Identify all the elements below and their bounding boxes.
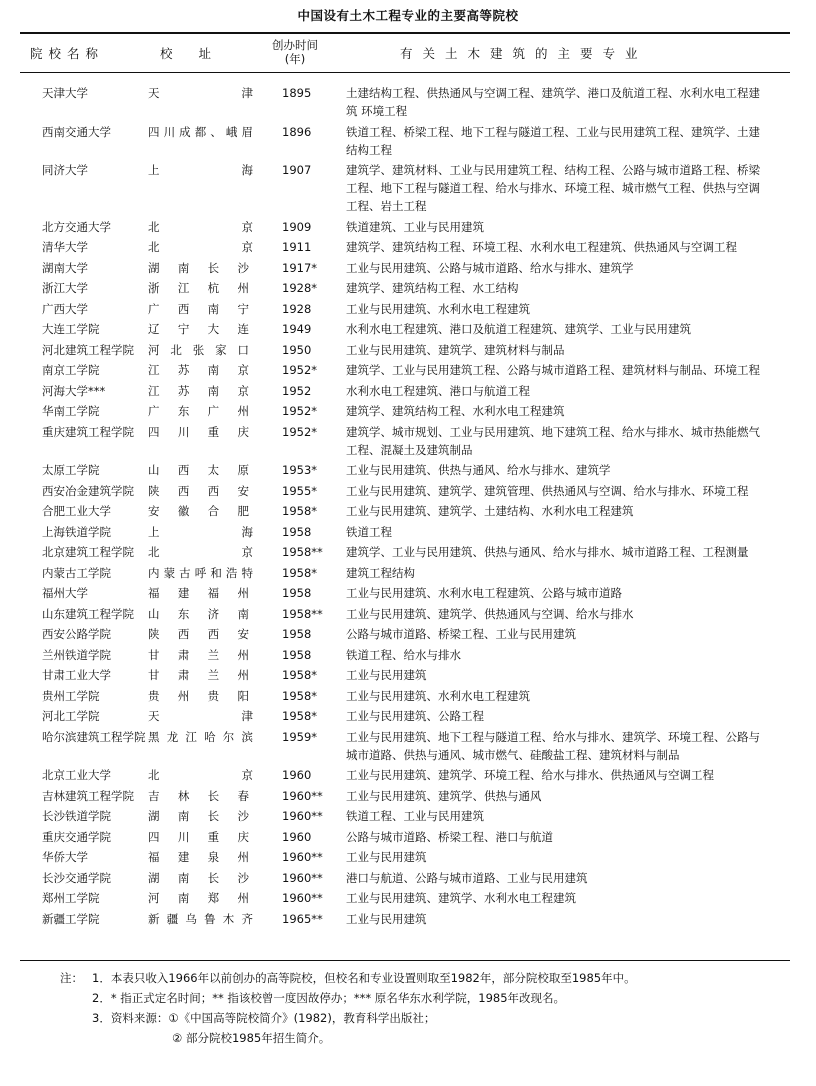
header-name: 院校名称	[30, 46, 105, 61]
majors-list: 工业与民用建筑、建筑学、建筑材料与制品	[346, 342, 565, 357]
note-2: 2．* 指正式定名时间；** 指该校曾一度因故停办；*** 原名华东水利学院，1985年改现名。	[92, 991, 566, 1005]
founding-year: 1928*	[282, 281, 318, 295]
table-row	[20, 259, 795, 277]
school-location: 山西太原	[148, 463, 253, 477]
school-location: 福建福州	[148, 586, 253, 600]
school-location: 浙江杭州	[148, 281, 253, 295]
school-location: 陕西西安	[148, 483, 253, 498]
table-row	[20, 889, 795, 907]
school-location: 黑龙江哈尔滨	[148, 729, 253, 744]
majors-list: 工业与民用建筑、建筑学、水利水电工程建筑	[346, 891, 576, 905]
school-location: 广东广州	[148, 404, 253, 418]
founding-year: 1958*	[282, 709, 318, 723]
school-name: 西安冶金建筑学院	[42, 483, 134, 498]
majors-list: 建筑学、建筑结构工程、水工结构	[346, 281, 519, 295]
founding-year: 1958	[282, 524, 312, 539]
founding-year: 1896	[282, 124, 312, 139]
school-name: 大连工学院	[42, 322, 100, 336]
table-row	[20, 625, 795, 643]
header-year-line1: 创办时间	[272, 38, 318, 52]
school-name: 重庆建筑工程学院	[42, 424, 134, 439]
founding-year: 1949	[282, 322, 312, 336]
majors-list: 工业与民用建筑、公路与城市道路、给水与排水、建筑学	[346, 260, 634, 275]
school-location: 陕西西安	[148, 627, 253, 641]
founding-year: 1928	[282, 301, 312, 316]
school-location: 河北张家口	[148, 342, 253, 357]
founding-year: 1958*	[282, 565, 318, 580]
table-row	[20, 543, 795, 561]
table-title: 中国设有土木工程专业的主要高等院校	[297, 8, 519, 23]
majors-list: 土建结构工程、供热通风与空调工程、建筑学、港口及航道工程、水利水电工程建筑 环境工程	[346, 86, 760, 118]
founding-year: 1917*	[282, 260, 318, 275]
table-row	[20, 382, 795, 400]
founding-year: 1955*	[282, 483, 318, 498]
table-row	[20, 238, 795, 256]
majors-list: 工业与民用建筑	[346, 911, 427, 926]
founding-year: 1960	[282, 829, 312, 844]
school-name: 北方交通大学	[42, 219, 111, 234]
table-row	[20, 666, 795, 684]
table-row	[20, 361, 795, 379]
top-rule	[20, 32, 790, 34]
founding-year: 1952*	[282, 404, 318, 418]
table-row	[20, 461, 795, 479]
table-row	[20, 423, 795, 459]
table-row	[20, 766, 795, 784]
school-name: 长沙铁道学院	[42, 809, 111, 823]
majors-list: 港口与航道、公路与城市道路、工业与民用建筑	[346, 870, 588, 885]
majors-list: 工业与民用建筑、建筑学、环境工程、给水与排水、供热通风与空调工程	[346, 768, 714, 782]
school-name: 长沙交通学院	[42, 870, 111, 885]
school-location: 吉林长春	[148, 788, 253, 803]
founding-year: 1952*	[282, 363, 318, 377]
school-location: 甘肃兰州	[148, 647, 253, 662]
school-name: 兰州铁道学院	[42, 647, 111, 662]
table-row	[20, 564, 795, 582]
majors-list: 铁道工程	[346, 524, 392, 539]
table-row	[20, 161, 795, 215]
school-name: 北京建筑工程学院	[42, 545, 134, 559]
school-location: 贵州贵阳	[148, 688, 253, 703]
school-location: 安徽合肥	[148, 504, 253, 518]
school-name: 北京工业大学	[42, 768, 111, 782]
note-4: ② 部分院校1985年招生简介。	[172, 1031, 331, 1045]
header-location: 校址	[160, 46, 238, 61]
majors-list: 建筑学、建筑结构工程、水利水电工程建筑	[346, 404, 565, 418]
majors-list: 工业与民用建筑、建筑学、供热通风与空调、给水与排水	[346, 606, 634, 621]
school-name: 福州大学	[42, 586, 88, 600]
school-location: 上 海	[148, 163, 253, 177]
header-rule	[20, 72, 790, 73]
school-name: 浙江大学	[42, 281, 88, 295]
school-name: 贵州工学院	[42, 688, 100, 703]
table-row	[20, 828, 795, 846]
table-row	[20, 807, 795, 825]
school-name: 郑州工学院	[42, 891, 100, 905]
school-location: 上 海	[148, 524, 253, 539]
founding-year: 1950	[282, 342, 312, 357]
majors-list: 建筑学、建筑结构工程、环境工程、水利水电工程建筑、供热通风与空调工程	[346, 240, 737, 254]
majors-list: 公路与城市道路、桥梁工程、工业与民用建筑	[346, 627, 576, 641]
school-location: 北 京	[148, 768, 253, 782]
founding-year: 1958	[282, 647, 312, 662]
table-row	[20, 523, 795, 541]
majors-list: 铁道工程、桥梁工程、地下工程与隧道工程、工业与民用建筑工程、建筑学、土建结构工程	[346, 124, 760, 157]
founding-year: 1959*	[282, 729, 318, 744]
school-location: 内蒙古呼和浩特	[148, 565, 253, 580]
majors-list: 工业与民用建筑、供热与通风、给水与排水、建筑学	[346, 463, 611, 477]
founding-year: 1958**	[282, 545, 323, 559]
header-majors: 有关土木建筑的主要专业	[400, 46, 648, 61]
school-location: 新疆乌鲁木齐	[148, 911, 253, 926]
footnotes	[60, 968, 790, 1048]
school-location: 甘肃兰州	[148, 668, 253, 682]
note-3: 3．资料来源：①《中国高等院校简介》(1982)，教育科学出版社；	[92, 1011, 436, 1025]
founding-year: 1960**	[282, 809, 323, 823]
founding-year: 1958*	[282, 688, 318, 703]
founding-year: 1960	[282, 768, 312, 782]
table-row	[20, 320, 795, 338]
school-name: 广西大学	[42, 301, 88, 316]
school-name: 同济大学	[42, 163, 88, 177]
school-location: 天 津	[148, 709, 253, 723]
majors-list: 工业与民用建筑、水利水电工程建筑	[346, 688, 530, 703]
majors-list: 水利水电工程建筑、港口及航道工程建筑、建筑学、工业与民用建筑	[346, 322, 691, 336]
founding-year: 1965**	[282, 911, 323, 926]
table-row	[20, 300, 795, 318]
school-name: 内蒙古工学院	[42, 565, 111, 580]
school-name: 华南工学院	[42, 404, 100, 418]
header-year-line2: (年)	[284, 52, 306, 66]
majors-list: 公路与城市道路、桥梁工程、港口与航道	[346, 829, 553, 844]
majors-list: 铁道工程、给水与排水	[346, 647, 461, 662]
founding-year: 1952	[282, 383, 312, 398]
table-row	[20, 869, 795, 887]
school-location: 辽宁大连	[148, 322, 253, 336]
founding-year: 1907	[282, 163, 312, 177]
school-name: 新疆工学院	[42, 911, 100, 926]
table-row	[20, 787, 795, 805]
table-row	[20, 707, 795, 725]
majors-list: 工业与民用建筑、建筑学、建筑管理、供热通风与空调、给水与排水、环境工程	[346, 483, 749, 498]
majors-list: 工业与民用建筑、建筑学、土建结构、水利水电工程建筑	[346, 504, 634, 518]
table-row	[20, 848, 795, 866]
founding-year: 1960**	[282, 870, 323, 885]
founding-year: 1958*	[282, 668, 318, 682]
school-location: 福建泉州	[148, 850, 253, 864]
school-location: 北 京	[148, 219, 253, 234]
table-row	[20, 646, 795, 664]
founding-year: 1952*	[282, 424, 318, 439]
founding-year: 1958**	[282, 606, 323, 621]
founding-year: 1909	[282, 219, 312, 234]
table-body	[20, 84, 795, 930]
school-name: 湖南大学	[42, 260, 88, 275]
school-name: 太原工学院	[42, 463, 100, 477]
school-location: 天 津	[148, 86, 253, 100]
table-row	[20, 123, 795, 159]
table-row	[20, 910, 795, 928]
school-location: 江苏南京	[148, 363, 253, 377]
school-name: 哈尔滨建筑工程学院	[42, 729, 146, 744]
school-name: 重庆交通学院	[42, 829, 111, 844]
founding-year: 1960**	[282, 788, 323, 803]
school-name: 西安公路学院	[42, 627, 111, 641]
founding-year: 1911	[282, 240, 312, 254]
school-location: 江苏南京	[148, 383, 253, 398]
school-name: 河北工学院	[42, 709, 100, 723]
table-row	[20, 687, 795, 705]
school-location: 广西南宁	[148, 301, 253, 316]
header-year	[255, 38, 335, 66]
note-1: 1．本表只收入1966年以前创办的高等院校，但校名和专业设置则取至1982年，部分院校取至1985年中。	[92, 971, 636, 985]
school-location: 北 京	[148, 240, 253, 254]
table-row	[20, 341, 795, 359]
table-row	[20, 279, 795, 297]
founding-year: 1958	[282, 586, 312, 600]
table-row	[20, 605, 795, 623]
majors-list: 工业与民用建筑、水利水电工程建筑、公路与城市道路	[346, 586, 622, 600]
majors-list: 工业与民用建筑、地下工程与隧道工程、给水与排水、建筑学、环境工程、公路与城市道路、供热与通风、城市燃气、硅酸盐工程、建筑材料与制品	[346, 729, 760, 762]
bottom-rule	[20, 960, 790, 961]
table-row	[20, 218, 795, 236]
table-row	[20, 84, 795, 120]
majors-list: 建筑学、工业与民用建筑、供热与通风、给水与排水、城市道路工程、工程测量	[346, 545, 749, 559]
school-name: 西南交通大学	[42, 124, 111, 139]
table-row	[20, 402, 795, 420]
school-location: 四川重庆	[148, 424, 253, 439]
founding-year: 1960**	[282, 891, 323, 905]
majors-list: 铁道工程、工业与民用建筑	[346, 809, 484, 823]
school-name: 甘肃工业大学	[42, 668, 111, 682]
table-row	[20, 482, 795, 500]
school-name: 上海铁道学院	[42, 524, 111, 539]
majors-list: 工业与民用建筑	[346, 850, 427, 864]
majors-list: 建筑学、工业与民用建筑工程、公路与城市道路工程、建筑材料与制品、环境工程	[346, 363, 760, 377]
school-location: 湖南长沙	[148, 870, 253, 885]
table-row	[20, 728, 795, 764]
school-location: 山东济南	[148, 606, 253, 621]
majors-list: 工业与民用建筑、公路工程	[346, 709, 484, 723]
table-row	[20, 502, 795, 520]
founding-year: 1953*	[282, 463, 318, 477]
school-location: 四川重庆	[148, 829, 253, 844]
school-name: 河海大学***	[42, 383, 106, 398]
school-name: 天津大学	[42, 86, 88, 100]
majors-list: 建筑工程结构	[346, 565, 415, 580]
founding-year: 1958*	[282, 504, 318, 518]
school-name: 清华大学	[42, 240, 88, 254]
school-location: 湖南长沙	[148, 809, 253, 823]
majors-list: 建筑学、建筑材料、工业与民用建筑工程、结构工程、公路与城市道路工程、桥梁工程、地下工程与隧道工程、给水与排水、环境工程、城市燃气工程、供热与空调工程、岩土工程	[346, 163, 760, 213]
school-location: 四川成都、峨眉	[148, 124, 253, 139]
school-name: 南京工学院	[42, 363, 100, 377]
school-name: 吉林建筑工程学院	[42, 788, 134, 803]
school-location: 河南郑州	[148, 891, 253, 905]
school-name: 合肥工业大学	[42, 504, 111, 518]
majors-list: 工业与民用建筑、水利水电工程建筑	[346, 301, 530, 316]
school-name: 山东建筑工程学院	[42, 606, 134, 621]
founding-year: 1960**	[282, 850, 323, 864]
majors-list: 建筑学、城市规划、工业与民用建筑、地下建筑工程、给水与排水、城市热能燃气工程、混凝土及建筑制品	[346, 424, 760, 457]
school-name: 河北建筑工程学院	[42, 342, 134, 357]
majors-list: 工业与民用建筑、建筑学、供热与通风	[346, 788, 542, 803]
school-name: 华侨大学	[42, 850, 88, 864]
majors-list: 工业与民用建筑	[346, 668, 427, 682]
table-row	[20, 584, 795, 602]
school-location: 北 京	[148, 545, 253, 559]
majors-list: 水利水电工程建筑、港口与航道工程	[346, 383, 530, 398]
founding-year: 1895	[282, 86, 312, 100]
notes-label: 注：	[60, 971, 83, 985]
founding-year: 1958	[282, 627, 312, 641]
majors-list: 铁道建筑、工业与民用建筑	[346, 219, 484, 234]
school-location: 湖南长沙	[148, 260, 253, 275]
